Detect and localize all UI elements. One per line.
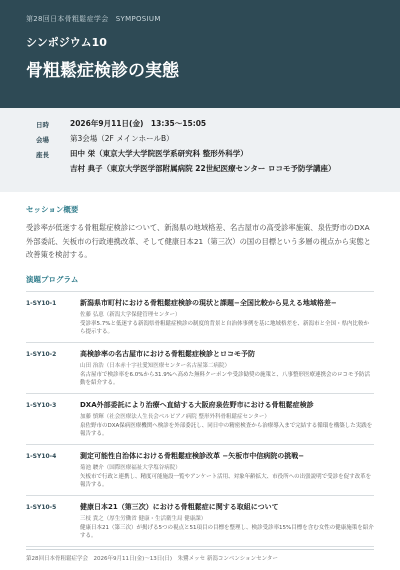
venue-label: 会場 <box>36 136 49 144</box>
conference-kicker: 第28回日本骨粗鬆症学会 SYMPOSIUM <box>26 15 161 23</box>
program-item <box>26 496 374 547</box>
venue-value: 第3会場（2F メインホールB） <box>70 134 174 143</box>
date-label: 日時 <box>36 121 49 129</box>
program-title: 演題プログラム <box>26 274 79 284</box>
program-item <box>26 445 374 496</box>
program-speaker: 菊池 駿介（国際医療福祉大学塩谷病院） <box>80 464 181 471</box>
date-row <box>26 118 400 130</box>
program-code: 1-SY10-5 <box>26 503 57 511</box>
chair-label: 座長 <box>36 151 49 159</box>
overview-text: 受診率が低迷する骨粗鬆症検診について、新潟県の地域格差、名古屋市の高受診率施策、泉佐野市のDXA外部委託、矢板市の行政連携改革、そして健康日本21（第三次）の国の目標という多層の視点から実態と改善策を検討する。 <box>26 223 371 259</box>
program-description: 矢板市で行政と連携し、精度可能施設一覧やアンケート活用、対象年齢拡大、市役所への出張説明で受診を促す改革を報告する。 <box>80 473 372 488</box>
program-description: 泉佐野市のDXA保病医療機関へ検診を外部委託し、同日中の精密検査から治療導入まで完結する循環を構築した実践を報告する。 <box>80 422 373 437</box>
symposium-number: シンポジウム10 <box>26 36 107 49</box>
page-title: 骨粗鬆症検診の実態 <box>26 61 179 81</box>
program-description: 健康日本21（第三次）が掲げる5つの視点と51項目の目標を整理し、検診受診率15%目標を含む女性の健康施策を紹介する。 <box>80 524 374 539</box>
chair-2: 吉村 典子（東京大学医学部附属病院 22世紀医療センター ロコモ予防学講座） <box>70 164 336 173</box>
session-info-box <box>0 108 400 192</box>
program-item-title: 新潟県市町村における骨粗鬆症検診の現状と課題−全国比較から見える地域格差− <box>80 298 337 307</box>
program-description: 受診率5.7%と低迷する新潟県骨粗鬆症検診の制度的背景と自治体事例を基に地域格差を、新潟市と全国・県内比較から提示する。 <box>80 320 369 335</box>
chair-row-2 <box>26 163 400 175</box>
program-item-title: 測定可能性自治体における骨粗鬆症検診改革 −矢板市中信病院の挑戦− <box>80 451 305 460</box>
chair-row <box>26 148 400 160</box>
overview-section <box>0 204 400 547</box>
program-code: 1-SY10-1 <box>26 299 57 307</box>
program-item <box>26 291 374 343</box>
program-code: 1-SY10-4 <box>26 452 57 460</box>
program-speaker: 加藤 慎輝（社会医療法人生長会ベルピアノ病院 整形外科骨粗鬆症センター） <box>80 413 270 420</box>
program-list <box>26 291 374 547</box>
program-description: 名古屋市で検診率を6.0%から31.9%へ高めた無料クーポンや受診勧奨の施策と、八事整形医療連携会のロコモ予防活動を紹介する。 <box>80 371 370 386</box>
program-item <box>26 343 374 394</box>
footer: 第28回日本骨粗鬆症学会 2026年9月11日(金)～13日(日) 朱鷺メッセ 新潟コンベンションセンター <box>26 549 374 562</box>
program-speaker: 山田 治浩（日本赤十字社愛知医療センター名古屋第二病院） <box>80 362 231 369</box>
venue-row <box>26 133 400 145</box>
overview-title: セッション概要 <box>26 205 79 214</box>
program-item-title: DXA外部委託により治療へ直結する大阪府泉佐野市における骨粗鬆症検診 <box>80 400 314 409</box>
header-banner <box>0 0 400 108</box>
program-item-title: 高検診率の名古屋市における骨粗鬆症検診とロコモ予防 <box>80 349 255 358</box>
program-speaker: 三枝 貴之（厚生労働省 健康・生活衛生局 健康課） <box>80 515 207 522</box>
program-speaker: 佐藤 弘恵（新潟大学保健管理センター） <box>80 311 181 318</box>
program-code: 1-SY10-2 <box>26 350 57 358</box>
date-value: 2026年9月11日(金) 13:35～15:05 <box>70 119 207 128</box>
program-item-title: 健康日本21（第三次）における骨粗鬆症に関する取組について <box>80 502 279 511</box>
chair-1: 田中 栄（東京大学大学院医学系研究科 整形外科学） <box>70 149 248 158</box>
program-code: 1-SY10-3 <box>26 401 57 409</box>
program-item <box>26 394 374 445</box>
